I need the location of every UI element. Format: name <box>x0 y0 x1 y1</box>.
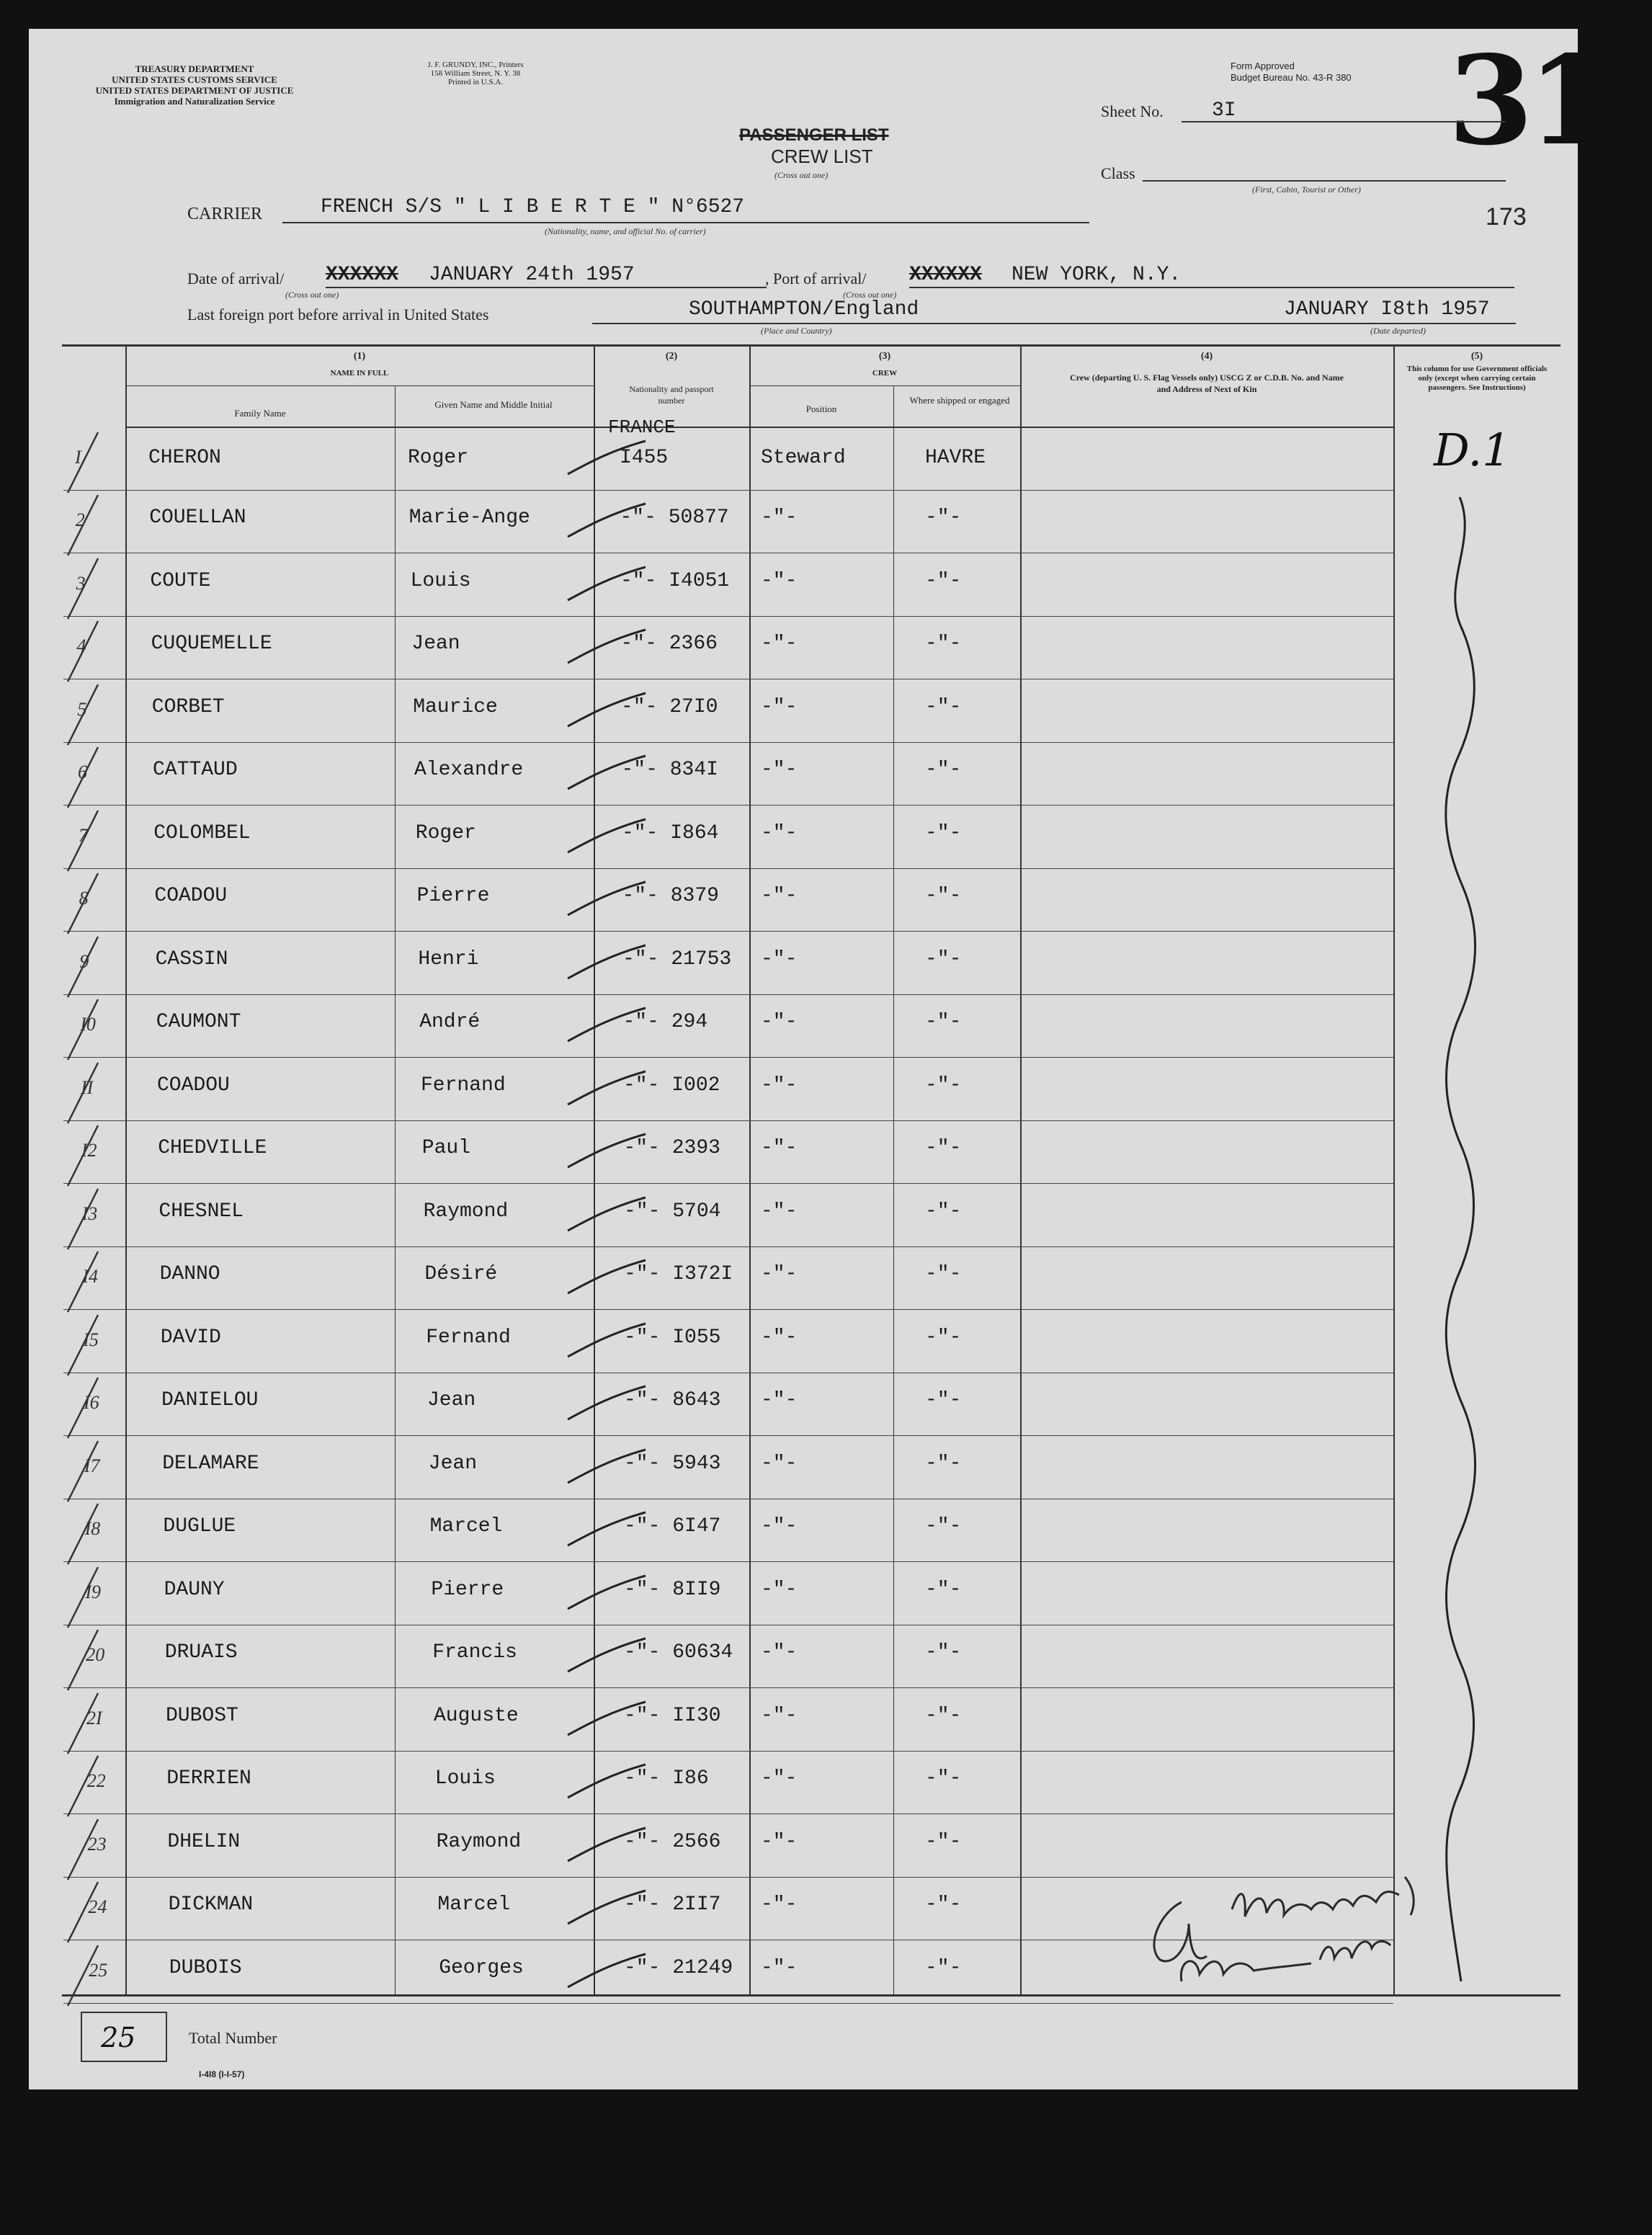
row-tick-mark <box>62 679 105 751</box>
crew-position: -"- <box>761 1011 798 1034</box>
col5-number: (5) <box>1470 351 1483 362</box>
table-row <box>63 1435 1393 1436</box>
given-name: Pierre <box>416 885 490 908</box>
row-tick-mark <box>62 1246 105 1318</box>
family-name: DUGLUE <box>163 1515 236 1538</box>
row-number: 3 <box>76 572 86 594</box>
crew-position: -"- <box>761 1704 798 1727</box>
nationality-passport: -"- 294 <box>622 1011 708 1034</box>
where-engaged: -"- <box>925 695 962 718</box>
table-row <box>63 742 1393 743</box>
nationality-passport: -"- I372I <box>624 1263 733 1286</box>
carrier-underline <box>282 222 1089 223</box>
stamp-number: 31 <box>1448 29 1607 173</box>
header-bottom-rule <box>125 427 1393 428</box>
table-row <box>63 1561 1393 1562</box>
col-divider <box>1020 344 1022 1994</box>
crew-position: -"- <box>761 1074 798 1097</box>
row-number: 2I <box>86 1707 102 1728</box>
printer-line: J. F. GRUNDY, INC., Printers <box>427 61 524 69</box>
family-name: CAUMONT <box>156 1011 241 1034</box>
printer-block <box>393 61 558 86</box>
nationality-passport: -"- 8643 <box>624 1389 721 1412</box>
nationality-passport: -"- 2393 <box>623 1137 720 1160</box>
nationality-passport: -"- II30 <box>624 1704 721 1727</box>
row-tick-mark <box>62 553 105 625</box>
last-port-underline <box>592 323 1516 324</box>
nationality-passport: -"- 2II7 <box>624 1893 721 1917</box>
check-mark <box>566 564 653 607</box>
check-mark <box>566 1005 653 1048</box>
class-underline <box>1143 180 1506 182</box>
nationality-passport: -"- 21753 <box>622 947 732 971</box>
row-number: 20 <box>86 1644 105 1666</box>
row-number: I <box>75 446 81 468</box>
check-mark <box>566 438 653 481</box>
crew-position: -"- <box>761 1578 798 1601</box>
where-engaged: -"- <box>925 1893 962 1917</box>
row-number: 25 <box>89 1959 108 1981</box>
row-tick-mark <box>62 1183 105 1255</box>
row-number: 4 <box>76 635 86 657</box>
agency-line: Immigration and Naturalization Service <box>114 96 275 107</box>
arrival-underline <box>326 287 767 288</box>
port-struck: XXXXXX <box>909 264 982 286</box>
row-tick-mark <box>62 931 105 1003</box>
arrival-struck: XXXXXX <box>326 264 398 286</box>
row-tick-mark <box>62 1687 105 1759</box>
last-port-value: SOUTHAMPTON/England <box>689 298 919 321</box>
form-code: I-4I8 (I-I-57) <box>199 2069 245 2079</box>
check-mark <box>566 753 653 796</box>
agency-line: UNITED STATES DEPARTMENT OF JUSTICE <box>95 85 294 96</box>
family-name: DUBOIS <box>169 1956 242 1979</box>
crew-position: -"- <box>761 1515 798 1538</box>
row-tick-mark <box>62 1814 105 1886</box>
total-label: Total Number <box>189 2029 277 2047</box>
given-name: Roger <box>408 446 469 469</box>
row-number: I4 <box>82 1266 99 1288</box>
table-row <box>63 616 1393 617</box>
check-mark <box>566 1069 653 1112</box>
port-underline <box>909 287 1514 288</box>
port-value: NEW YORK, N.Y. <box>1012 264 1182 286</box>
class-hint: (First, Cabin, Tourist or Other) <box>1252 184 1361 195</box>
departed-hint: (Date departed) <box>1370 326 1426 336</box>
agency-block <box>50 63 339 107</box>
family-name: DAVID <box>160 1326 221 1349</box>
row-tick-mark <box>62 427 105 499</box>
check-mark <box>566 501 653 544</box>
row-tick-mark <box>62 805 105 877</box>
row-tick-mark <box>62 1309 105 1381</box>
given-name: Alexandre <box>414 759 524 782</box>
where-engaged: -"- <box>925 1326 962 1349</box>
table-row <box>63 868 1393 869</box>
row-number: I0 <box>80 1014 96 1035</box>
col3-where-text: Where shipped or engaged <box>909 395 1010 406</box>
nationality-passport: -"- I86 <box>624 1767 709 1790</box>
row-tick-mark <box>62 994 105 1066</box>
family-name: COUTE <box>150 569 211 592</box>
given-name: Raymond <box>436 1830 522 1853</box>
carrier-hint: (Nationality, name, and official No. of carrier) <box>545 226 706 236</box>
nationality-passport: -"- I4051 <box>620 569 730 592</box>
row-number: 22 <box>86 1770 106 1792</box>
given-name: Georges <box>439 1956 524 1979</box>
crew-subheader-rule <box>749 385 1020 386</box>
given-name: Jean <box>428 1452 478 1475</box>
family-name: CORBET <box>151 695 225 718</box>
row-tick-mark <box>62 1624 105 1696</box>
family-name: DAUNY <box>164 1578 225 1601</box>
check-mark <box>566 1888 653 1931</box>
nationality-passport: -"- 8II9 <box>624 1578 721 1601</box>
table-row <box>63 1183 1393 1184</box>
where-engaged: -"- <box>925 1578 962 1601</box>
signature-image <box>1131 1873 1448 1996</box>
row-tick-mark <box>62 1750 105 1822</box>
where-engaged: -"- <box>925 1263 962 1286</box>
where-engaged: -"- <box>925 633 962 656</box>
carrier-label: CARRIER <box>187 205 263 223</box>
sheet-value: 3I <box>1212 99 1236 122</box>
nationality-passport: -"- 2366 <box>620 633 718 656</box>
last-port-label: Last foreign port before arrival in United States <box>187 305 489 324</box>
where-engaged: -"- <box>925 1956 962 1979</box>
check-mark <box>566 816 653 860</box>
check-mark <box>566 1573 653 1616</box>
where-engaged: -"- <box>925 1704 962 1727</box>
row-tick-mark <box>62 1940 108 2012</box>
col2-title <box>624 383 719 406</box>
row-tick-mark <box>62 1498 105 1570</box>
row-tick-mark <box>62 1876 105 1948</box>
departed-value: JANUARY I8th 1957 <box>1284 298 1490 321</box>
family-name: DANNO <box>159 1263 220 1286</box>
row-tick-mark <box>62 867 105 940</box>
crew-position: -"- <box>761 1893 798 1917</box>
crew-position: -"- <box>761 1326 798 1349</box>
crew-position: -"- <box>761 1830 798 1853</box>
check-mark <box>566 1447 653 1490</box>
col2-number: (2) <box>665 351 678 362</box>
table-row <box>63 490 1393 491</box>
where-engaged: HAVRE <box>925 446 986 469</box>
cross-out-hint: (Cross out one) <box>774 170 829 180</box>
col4-title-text: Crew (departing U. S. Flag Vessels only) USCG Z or C.D.B. No. and Name and Address of Next of Kin <box>1070 372 1344 394</box>
printer-line: 158 William Street, N. Y. 38 <box>430 69 521 78</box>
col2-title-text: Nationality and passport number <box>629 384 714 406</box>
form-approved-line: Form Approved <box>1231 61 1295 71</box>
nationality-passport: -"- 21249 <box>624 1956 733 1979</box>
col3-title: CREW <box>872 369 898 378</box>
given-name: Raymond <box>423 1200 509 1223</box>
row-tick-mark <box>62 1561 105 1633</box>
form-sheet <box>29 29 1578 2089</box>
row-number: 6 <box>78 762 87 783</box>
name-subheader-rule <box>125 385 594 386</box>
given-name: Fernand <box>421 1074 506 1097</box>
col4-title <box>1066 372 1347 395</box>
given-name: André <box>419 1011 481 1034</box>
crew-position: -"- <box>761 1641 798 1664</box>
carrier-value: FRENCH S/S " L I B E R T E " N°6527 <box>321 196 745 218</box>
row-number: 24 <box>88 1896 107 1918</box>
last-port-hint: (Place and Country) <box>761 326 832 336</box>
family-name: CHESNEL <box>158 1200 244 1223</box>
where-engaged: -"- <box>925 947 962 971</box>
row-number: 2 <box>75 509 85 531</box>
given-name: Marcel <box>429 1515 503 1538</box>
agency-line: TREASURY DEPARTMENT <box>135 63 254 74</box>
where-engaged: -"- <box>925 1389 962 1412</box>
given-name: Marcel <box>437 1893 511 1917</box>
given-name: Louis <box>410 569 471 592</box>
family-name: DHELIN <box>167 1830 241 1853</box>
given-name: Francis <box>432 1641 517 1664</box>
where-engaged: -"- <box>925 1767 962 1790</box>
table-row <box>63 1751 1393 1752</box>
given-name: Jean <box>411 633 460 656</box>
where-engaged: -"- <box>925 1830 962 1853</box>
family-name: DICKMAN <box>168 1893 254 1917</box>
family-name: DRUAIS <box>164 1641 238 1664</box>
list-title: CREW LIST <box>771 146 873 167</box>
col3-number: (3) <box>878 351 891 362</box>
check-mark <box>566 1509 653 1553</box>
col3-position-header: Position <box>805 403 837 414</box>
crew-position: -"- <box>761 507 798 530</box>
class-label: Class <box>1101 164 1135 182</box>
col5-title <box>1405 365 1549 393</box>
crew-position: -"- <box>761 633 798 656</box>
crew-position: -"- <box>761 1956 798 1979</box>
family-name: COADOU <box>154 885 228 908</box>
page-number: 173 <box>1486 203 1527 231</box>
table-row <box>63 1309 1393 1310</box>
check-mark <box>566 1825 653 1868</box>
check-mark <box>566 1321 653 1364</box>
row-number: I6 <box>84 1392 99 1414</box>
arrival-label: Date of arrival/ <box>187 269 285 287</box>
row-number: 8 <box>79 888 89 909</box>
given-name: Marie-Ange <box>408 507 530 530</box>
family-name: CATTAUD <box>153 759 238 782</box>
row-tick-mark <box>62 615 105 687</box>
where-engaged: -"- <box>925 885 962 908</box>
family-name: COLOMBEL <box>153 821 251 844</box>
col1-given-text: Given Name and Middle Initial <box>434 399 553 410</box>
row-tick-mark <box>62 1435 105 1507</box>
check-mark <box>566 1951 653 1994</box>
nationality-passport: -"- 60634 <box>624 1641 733 1664</box>
row-number: 5 <box>77 698 87 720</box>
crew-position: -"- <box>761 695 798 718</box>
where-engaged: -"- <box>925 1641 962 1664</box>
port-label: , Port of arrival/ <box>765 269 867 287</box>
col5-wavy-mark <box>1445 497 1488 1996</box>
nationality-passport: -"- I864 <box>622 821 719 844</box>
where-engaged: -"- <box>925 1011 962 1034</box>
agency-line: UNITED STATES CUSTOMS SERVICE <box>112 74 277 85</box>
where-engaged: -"- <box>925 1200 962 1223</box>
form-approved-line: Budget Bureau No. 43-R 380 <box>1231 72 1352 83</box>
check-mark <box>566 1257 653 1301</box>
row-number: I7 <box>84 1455 100 1476</box>
row-tick-mark <box>62 1057 105 1129</box>
list-title-struck: PASSENGER LIST <box>739 125 889 145</box>
form-approved <box>1231 61 1352 84</box>
row-number: I5 <box>83 1329 99 1350</box>
where-engaged: -"- <box>925 1515 962 1538</box>
row-number: I3 <box>81 1203 98 1224</box>
family-name: COUELLAN <box>149 507 246 530</box>
crew-position: -"- <box>761 1200 798 1223</box>
check-mark <box>566 1699 653 1742</box>
row-tick-mark <box>62 1120 105 1192</box>
check-mark <box>566 1762 653 1805</box>
row-number: 7 <box>78 824 88 846</box>
nationality-passport: -"- 2566 <box>624 1830 721 1853</box>
given-name: Maurice <box>413 695 498 718</box>
crew-position: -"- <box>761 1389 798 1412</box>
crew-position: -"- <box>761 569 798 592</box>
table-row <box>63 1057 1393 1058</box>
col-divider <box>125 344 127 1994</box>
row-tick-mark <box>62 1372 105 1444</box>
where-engaged: -"- <box>925 821 962 844</box>
check-mark <box>566 1383 653 1427</box>
given-name: Louis <box>434 1767 496 1790</box>
crew-position: Steward <box>761 446 846 469</box>
family-name: CHEDVILLE <box>158 1137 267 1160</box>
total-value: 25 <box>101 2022 136 2053</box>
family-name: DERRIEN <box>166 1767 251 1790</box>
where-engaged: -"- <box>925 1452 962 1475</box>
where-engaged: -"- <box>925 569 962 592</box>
row-number: I2 <box>81 1140 97 1161</box>
where-engaged: -"- <box>925 1137 962 1160</box>
table-row <box>63 1687 1393 1688</box>
row-number: II <box>81 1076 94 1098</box>
col1-number: (1) <box>353 351 366 362</box>
row-tick-mark <box>62 489 105 561</box>
crew-position: -"- <box>761 759 798 782</box>
crew-position: -"- <box>761 1263 798 1286</box>
row-number: 9 <box>79 950 89 972</box>
table-row <box>63 1120 1393 1121</box>
nationality-passport: -"- 5704 <box>624 1200 721 1223</box>
given-name: Henri <box>418 947 479 971</box>
nationality-passport: -"- I002 <box>623 1074 720 1097</box>
given-name: Paul <box>421 1137 471 1160</box>
check-mark <box>566 1131 653 1174</box>
where-engaged: -"- <box>925 1074 962 1097</box>
crew-position: -"- <box>761 821 798 844</box>
col-divider <box>749 344 751 1994</box>
row-number: I8 <box>84 1518 101 1540</box>
family-name: CHERON <box>148 446 221 469</box>
given-name: Désiré <box>424 1263 498 1286</box>
col1-given-header <box>414 399 573 411</box>
nationality-passport: -"- 27I0 <box>621 695 718 718</box>
check-mark <box>566 627 653 670</box>
col3-where-header <box>909 395 1010 406</box>
crew-position: -"- <box>761 885 798 908</box>
family-name: DANIELOU <box>161 1389 259 1412</box>
col4-number: (4) <box>1200 351 1213 362</box>
table-row <box>63 1246 1393 1247</box>
crew-position: -"- <box>761 1452 798 1475</box>
nationality-passport: -"- 834I <box>621 759 718 782</box>
table-row <box>63 931 1393 932</box>
col1-title: NAME IN FULL <box>330 369 389 378</box>
nationality-first: FRANCE <box>608 416 676 438</box>
col5-mark: D.1 <box>1434 424 1511 476</box>
given-name: Roger <box>415 821 476 844</box>
arrival-value: JANUARY 24th 1957 <box>429 264 635 286</box>
family-name: DUBOST <box>166 1704 238 1727</box>
given-name: Jean <box>427 1389 476 1412</box>
given-name: Auguste <box>434 1704 519 1727</box>
nationality-passport: -"- 6I47 <box>624 1515 721 1538</box>
nationality-passport: -"- 50877 <box>620 507 729 530</box>
sheet-label: Sheet No. <box>1101 102 1164 120</box>
col5-title-text: This column for use Government officials only (except when carrying certain passengers. See Instructions) <box>1406 365 1548 392</box>
nationality-passport: -"- I055 <box>624 1326 721 1349</box>
where-engaged: -"- <box>925 507 962 530</box>
crew-position: -"- <box>761 1137 798 1160</box>
given-name: Pierre <box>431 1578 504 1601</box>
check-mark <box>566 879 653 922</box>
row-tick-mark <box>62 741 105 813</box>
given-name: Fernand <box>426 1326 511 1349</box>
check-mark <box>566 942 653 986</box>
where-engaged: -"- <box>925 759 962 782</box>
nationality-passport: I455 <box>620 446 669 469</box>
family-name: DELAMARE <box>162 1452 259 1475</box>
col-divider <box>1393 344 1395 1994</box>
table-top-rule <box>62 344 1561 347</box>
family-name: COADOU <box>157 1074 230 1097</box>
port-cross-hint: (Cross out one) <box>843 290 897 300</box>
table-row <box>63 2003 1393 2004</box>
crew-position: -"- <box>761 1767 798 1790</box>
family-name: CUQUEMELLE <box>151 633 272 656</box>
nationality-passport: -"- 5943 <box>624 1452 721 1475</box>
family-name: CASSIN <box>155 947 228 971</box>
check-mark <box>566 1636 653 1679</box>
arrival-cross-hint: (Cross out one) <box>285 290 339 300</box>
col-divider <box>395 385 396 1994</box>
col-divider <box>893 385 894 1994</box>
col1-family-header: Family Name <box>234 408 286 419</box>
printer-line: Printed in U.S.A. <box>447 78 504 86</box>
nationality-passport: -"- 8379 <box>622 885 719 908</box>
table-row <box>63 805 1393 806</box>
row-number: I9 <box>85 1581 102 1602</box>
row-number: 23 <box>87 1833 107 1855</box>
check-mark <box>566 1195 653 1238</box>
crew-position: -"- <box>761 947 798 971</box>
table-row <box>63 994 1393 995</box>
check-mark <box>566 690 653 733</box>
